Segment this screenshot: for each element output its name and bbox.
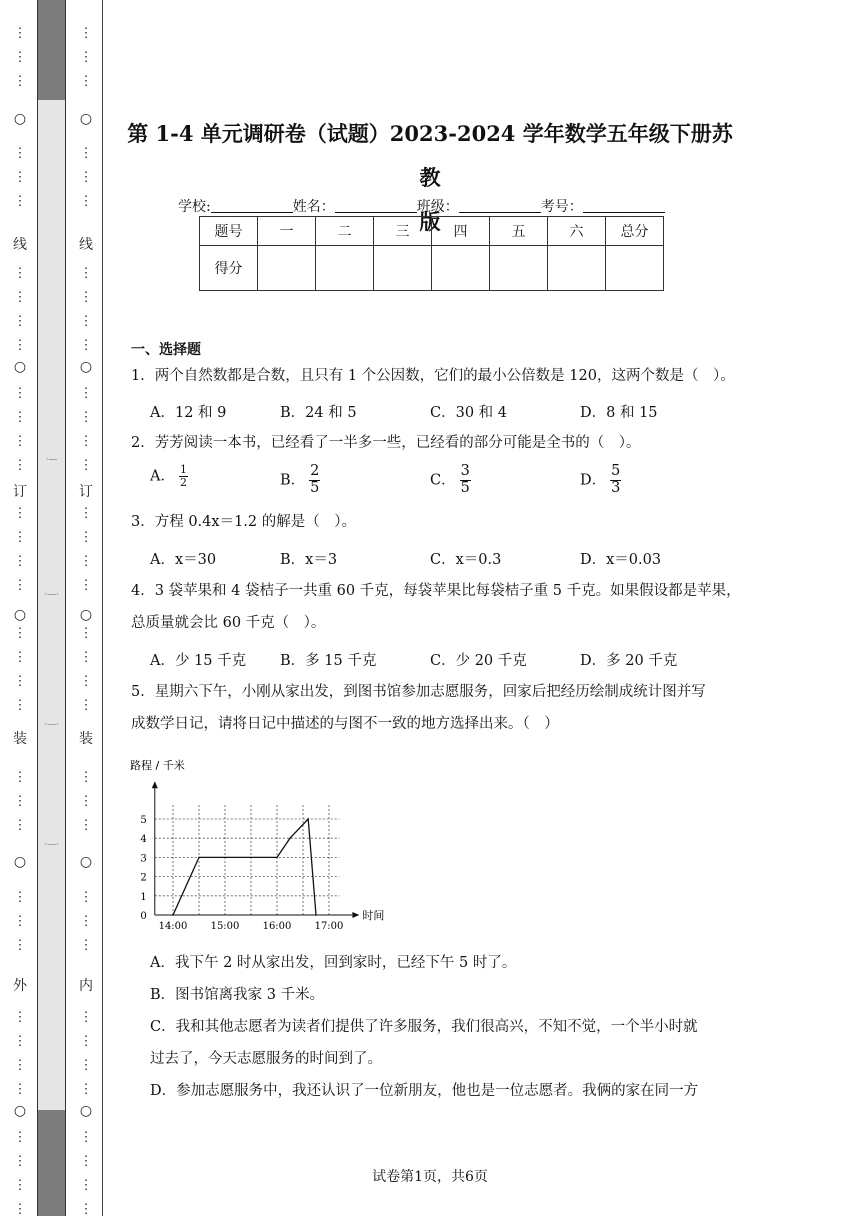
option-b[interactable]: B．x＝3: [280, 552, 338, 568]
option-c[interactable]: [430, 464, 471, 497]
binding-dots: ⋮: [79, 410, 93, 425]
score-row: [200, 246, 664, 291]
title-line-2: 版: [419, 209, 441, 234]
question-5-answers: [150, 947, 740, 1107]
binding-dots: ⋮: [79, 506, 93, 521]
binding-dots: ⋮: [79, 170, 93, 185]
data-point: [307, 818, 309, 820]
binding-dots: ⋮: [79, 794, 93, 809]
fraction: [610, 464, 621, 497]
score-header-cell: 六: [548, 217, 606, 246]
binding-circle: ○: [13, 854, 27, 870]
score-row-label: 得分: [200, 246, 258, 291]
option-label: B．: [280, 472, 306, 489]
binding-dots: ⋮: [13, 170, 27, 185]
option-a[interactable]: [150, 464, 188, 489]
denominator: 2: [179, 476, 187, 490]
fraction: [460, 464, 471, 497]
denominator: 3: [611, 479, 621, 496]
x-tick-label: 15:00: [210, 921, 240, 930]
option-c[interactable]: C．少 20 千克: [430, 653, 527, 669]
binding-dots: ⋮: [13, 386, 27, 401]
option-a[interactable]: A．x＝30: [150, 552, 217, 568]
binding-mark: 订: [13, 484, 27, 500]
option-c[interactable]: C．x＝0.3: [430, 552, 502, 568]
binding-dots: ⋮: [13, 1058, 27, 1073]
score-header-cell: 二: [316, 217, 374, 246]
question-5-line-2: 成数学日记，请将日记中描述的与图不一致的地方选择出来。（ ）: [131, 716, 559, 732]
score-cell[interactable]: [374, 246, 432, 291]
binding-mark: 装: [79, 731, 93, 747]
binding-dots: ⋮: [13, 266, 27, 281]
binding-dots: ⋮: [79, 938, 93, 953]
binding-dots: ⋮: [79, 890, 93, 905]
score-table: [199, 216, 664, 291]
exam-no-label: 考号：: [540, 199, 583, 215]
student-info: [178, 196, 665, 216]
answer-b[interactable]: B．图书馆离我家 3 千米。: [150, 987, 325, 1003]
binding-dots: ⋮: [79, 1154, 93, 1169]
binding-dots: ⋮: [79, 530, 93, 545]
binding-circle: ○: [79, 359, 93, 375]
margin-line: [102, 0, 103, 1216]
option-d[interactable]: [580, 464, 621, 497]
binding-dots: ⋮: [79, 1058, 93, 1073]
class-label: 班级：: [416, 199, 459, 215]
distance-time-chart: [125, 755, 385, 930]
option-a[interactable]: A．少 15 千克: [150, 653, 247, 669]
binding-dots: ⋮: [79, 434, 93, 449]
binding-dots: ⋮: [13, 194, 27, 209]
score-cell[interactable]: [606, 246, 664, 291]
option-a[interactable]: A．12 和 9: [150, 405, 227, 421]
binding-dots: ⋮: [13, 650, 27, 665]
binding-dots: ⋮: [13, 554, 27, 569]
binding-dots: ⋮: [79, 1034, 93, 1049]
binding-dots: ⋮: [13, 1034, 27, 1049]
binding-dots: ⋮: [13, 1178, 27, 1193]
binding-dots: ⋮: [79, 146, 93, 161]
score-header-cell: 四: [432, 217, 490, 246]
binding-dots: ⋮: [13, 914, 27, 929]
binding-dots: ⋮: [79, 1178, 93, 1193]
binding-dots: ⋮: [13, 578, 27, 593]
binding-dots: ⋮: [79, 1130, 93, 1145]
x-axis-label: 时间: [362, 909, 385, 922]
binding-dots: ⋮: [13, 410, 27, 425]
binding-mark: 订: [79, 484, 93, 500]
y-tick-label: 4: [140, 834, 147, 846]
numerator: 5: [611, 463, 621, 479]
question-3: 3．方程 0.4x＝1.2 的解是（ ）。: [131, 514, 356, 530]
option-d[interactable]: D．多 20 千克: [580, 653, 678, 669]
data-point: [315, 914, 317, 916]
binding-mark: 内: [79, 978, 93, 994]
x-tick-label: 14:00: [158, 921, 188, 930]
data-point: [172, 914, 174, 916]
binding-circle: ○: [13, 359, 27, 375]
option-label: A．: [150, 468, 175, 485]
binding-margin: [0, 0, 103, 1216]
numerator: 1: [179, 463, 187, 476]
exam-no-blank[interactable]: [583, 198, 665, 213]
score-header-cell: 五: [490, 217, 548, 246]
numerator: 2: [310, 463, 320, 479]
binding-circle: ○: [79, 1103, 93, 1119]
binding-dots: ⋮: [13, 818, 27, 833]
binding-dots: ⋮: [13, 26, 27, 41]
option-label: C．: [430, 472, 456, 489]
binding-dots: ⋮: [13, 938, 27, 953]
class-blank[interactable]: [459, 198, 541, 213]
section-heading: 一、选择题: [131, 342, 201, 358]
name-blank[interactable]: [335, 198, 417, 213]
binding-mark: 外: [13, 978, 27, 994]
binding-circle: ○: [79, 111, 93, 127]
outer-binding-column: [11, 0, 29, 1216]
option-b[interactable]: B．24 和 5: [280, 405, 357, 421]
question-4-line-1: 4．3 袋苹果和 4 袋桔子一共重 60 千克，每袋苹果比每袋桔子重 5 千克。如果假设都是苹果，: [131, 583, 741, 599]
binding-dots: ⋮: [79, 74, 93, 89]
binding-dots: ⋮: [13, 290, 27, 305]
strip-mark: ·—·: [44, 720, 59, 730]
question-1: 1．两个自然数都是合数，且只有 1 个公因数，它们的最小公倍数是 120，这两个数是（ ）。: [131, 368, 735, 384]
score-header-cell: 题号: [200, 217, 258, 246]
binding-mark: 装: [13, 731, 27, 747]
binding-circle: ○: [13, 607, 27, 623]
question-5-line-1: 5．星期六下午，小刚从家出发，到图书馆参加志愿服务，回家后把经历绘制成统计图并写: [131, 684, 706, 700]
binding-dots: ⋮: [79, 1202, 93, 1217]
binding-dots: ⋮: [13, 794, 27, 809]
option-c[interactable]: C．30 和 4: [430, 405, 507, 421]
score-cell[interactable]: [548, 246, 606, 291]
option-d[interactable]: D．8 和 15: [580, 405, 658, 421]
binding-circle: ○: [79, 854, 93, 870]
page-footer: 试卷第1页，共6页: [372, 1169, 488, 1185]
x-axis-arrow: [352, 912, 359, 918]
title-line-1: 第 1-4 单元调研卷（试题）2023-2024 学年数学五年级下册苏教: [127, 121, 733, 190]
binding-mark: 线: [13, 237, 27, 253]
binding-circle: ○: [13, 1103, 27, 1119]
binding-dots: ⋮: [13, 506, 27, 521]
option-b[interactable]: [280, 464, 320, 497]
binding-dots: ⋮: [79, 338, 93, 353]
binding-dots: ⋮: [79, 626, 93, 641]
y-axis-label: 路程 / 千米: [130, 759, 185, 772]
data-point: [198, 857, 200, 859]
binding-dots: ⋮: [79, 266, 93, 281]
y-tick-label: 2: [140, 872, 147, 884]
x-tick-label: 16:00: [262, 921, 292, 930]
option-d[interactable]: D．x＝0.03: [580, 552, 662, 568]
fraction: [179, 464, 188, 489]
binding-dots: ⋮: [79, 818, 93, 833]
strip-dark-bottom: [38, 1110, 65, 1216]
binding-dots: ⋮: [13, 626, 27, 641]
score-header-cell: 一: [258, 217, 316, 246]
binding-mark: 线: [79, 237, 93, 253]
score-header-cell: 总分: [606, 217, 664, 246]
y-tick-label: 3: [140, 853, 147, 865]
data-point: [289, 837, 291, 839]
binding-dots: ⋮: [79, 698, 93, 713]
binding-dots: ⋮: [79, 314, 93, 329]
binding-dots: ⋮: [79, 26, 93, 41]
binding-dots: ⋮: [13, 146, 27, 161]
option-b[interactable]: B．多 15 千克: [280, 653, 377, 669]
score-cell[interactable]: [316, 246, 374, 291]
answer-a[interactable]: A．我下午 2 时从家出发，回到家时，已经下午 5 时了。: [150, 955, 517, 971]
binding-dots: ⋮: [13, 314, 27, 329]
binding-dots: ⋮: [79, 914, 93, 929]
binding-dots: ⋮: [79, 1082, 93, 1097]
name-label: 姓名：: [292, 199, 335, 215]
denominator: 5: [310, 479, 320, 496]
answer-c[interactable]: C．我和其他志愿者为读者们提供了许多服务，我们很高兴，不知不觉，一个半小时就: [150, 1019, 698, 1035]
score-cell[interactable]: [258, 246, 316, 291]
denominator: 5: [460, 479, 470, 496]
binding-circle: ○: [79, 607, 93, 623]
x-tick-label: 17:00: [314, 921, 344, 930]
binding-dots: ⋮: [13, 1130, 27, 1145]
binding-dots: ⋮: [79, 290, 93, 305]
binding-dots: ⋮: [13, 458, 27, 473]
binding-dots: ⋮: [13, 770, 27, 785]
school-label: 学校:: [178, 199, 211, 215]
option-label: D．: [580, 472, 607, 489]
numerator: 3: [460, 463, 470, 479]
binding-dots: ⋮: [79, 458, 93, 473]
fraction: [309, 464, 320, 497]
binding-dots: ⋮: [79, 1010, 93, 1025]
binding-dots: ⋮: [13, 1202, 27, 1217]
data-point: [276, 857, 278, 859]
binding-dots: ⋮: [13, 674, 27, 689]
binding-dots: ⋮: [13, 74, 27, 89]
question-4-line-2: 总质量就会比 60 千克（ ）。: [131, 615, 326, 631]
y-tick-label: 0: [140, 911, 147, 922]
binding-dots: ⋮: [79, 650, 93, 665]
binding-strip: [37, 0, 66, 1216]
binding-dots: ⋮: [13, 50, 27, 65]
y-tick-label: 1: [140, 891, 147, 903]
answer-d[interactable]: D．参加志愿服务中，我还认识了一位新朋友，他也是一位志愿者。我俩的家在同一方: [150, 1083, 699, 1099]
y-axis-arrow: [152, 781, 158, 788]
strip-mark: ·—·: [44, 590, 59, 600]
binding-dots: ⋮: [79, 770, 93, 785]
binding-dots: ⋮: [79, 386, 93, 401]
y-tick-label: 5: [140, 815, 147, 826]
strip-mark: ·—: [45, 455, 58, 465]
strip-dark-top: [38, 0, 65, 100]
binding-dots: ⋮: [79, 194, 93, 209]
binding-dots: ⋮: [13, 1082, 27, 1097]
school-blank[interactable]: [211, 198, 293, 213]
binding-dots: ⋮: [13, 338, 27, 353]
score-cell[interactable]: [490, 246, 548, 291]
score-header-row: [200, 217, 664, 246]
answer-c-continued: 过去了，今天志愿服务的时间到了。: [150, 1051, 382, 1067]
binding-dots: ⋮: [13, 434, 27, 449]
binding-dots: ⋮: [79, 674, 93, 689]
binding-circle: ○: [13, 111, 27, 127]
strip-mark: ·—·: [44, 840, 59, 850]
binding-dots: ⋮: [13, 530, 27, 545]
binding-dots: ⋮: [13, 1154, 27, 1169]
binding-dots: ⋮: [79, 50, 93, 65]
binding-dots: ⋮: [13, 698, 27, 713]
inner-binding-column: [77, 0, 95, 1216]
score-header-cell: 三: [374, 217, 432, 246]
distance-line: [173, 819, 316, 915]
binding-dots: ⋮: [13, 1010, 27, 1025]
binding-dots: ⋮: [13, 890, 27, 905]
score-cell[interactable]: [432, 246, 490, 291]
binding-dots: ⋮: [79, 578, 93, 593]
question-2: 2．芳芳阅读一本书，已经看了一半多一些，已经看的部分可能是全书的（ ）。: [131, 435, 641, 451]
binding-dots: ⋮: [79, 554, 93, 569]
